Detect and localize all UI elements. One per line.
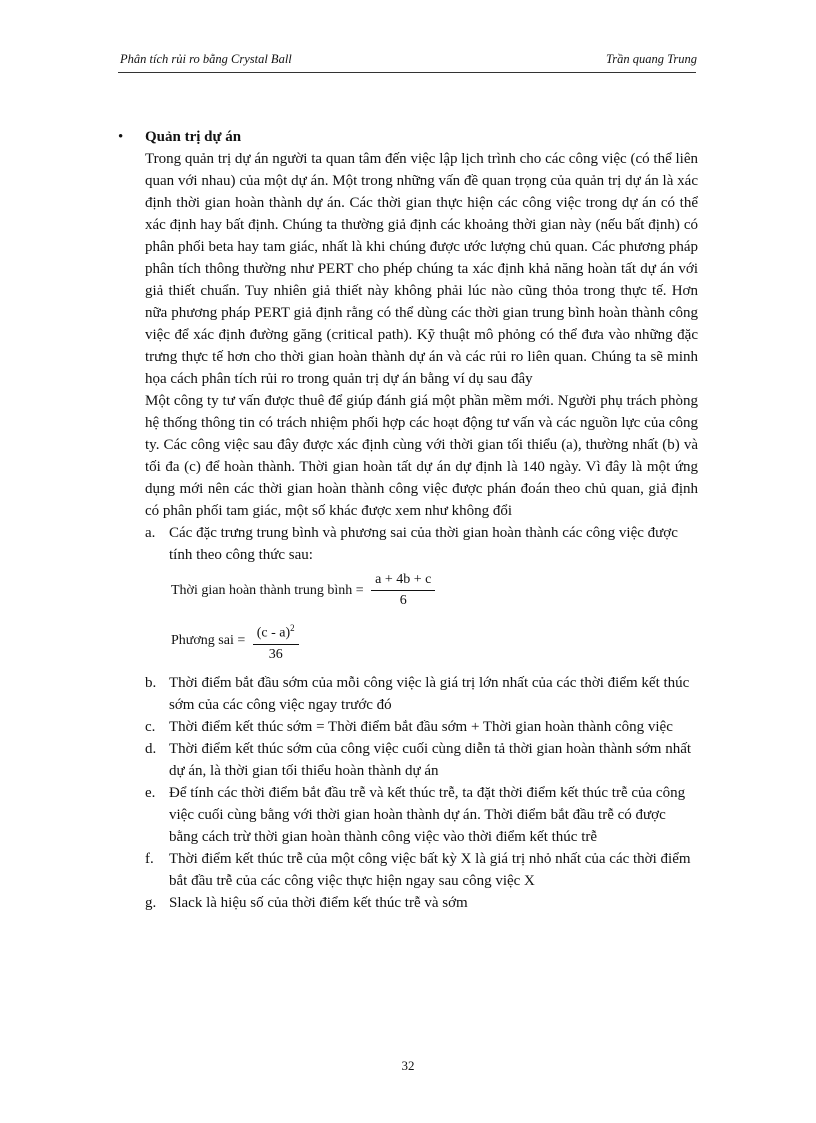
list-item: [145, 782, 698, 848]
bullet-icon: •: [118, 129, 124, 145]
variance-formula-label: Phương sai =: [171, 633, 246, 649]
mean-formula: [171, 570, 698, 614]
page-number: 32: [401, 1058, 415, 1073]
list-marker: g.: [145, 895, 157, 911]
mean-fraction: [371, 570, 435, 611]
list-item: [145, 716, 698, 738]
paragraph-example: Một công ty tư vấn được thuê để giúp đánh giá một phần mềm mới. Người phụ trách phòng hệ thống thông tin có trách nhiệm phối hợp các hoạt động tư vấn và các nguồn lực của công ty. Các công việc sau đây được xác định cùng với thời gian tối thiểu (a), thường nhất (b) và tối đa (c) để hoàn thành. Thời gian hoàn tất dự án dự định là 140 ngày. Vì đây là một ứng dụng mới nên các thời gian hoàn thành công việc được phán đoán theo chủ quan, giả định có phân phối tam giác, một số khác được xem như không đổi: [145, 393, 698, 519]
list-item-text: Để tính các thời điểm bắt đầu trễ và kết thúc trễ, ta đặt thời điểm kết thúc trễ của công việc cuối cùng bằng với thời gian hoàn thành dự án. Thời điểm bắt đầu trễ có được bằng cách trừ thời gian hoàn thành công việc vào thời điểm kết thúc trễ: [169, 785, 686, 845]
section-title: Quản trị dự án: [145, 129, 242, 145]
list-marker: a.: [145, 525, 156, 541]
list-item: [145, 738, 698, 782]
list-item-text: Thời điểm kết thúc sớm = Thời điểm bắt đầu sớm + Thời gian hoàn thành công việc: [169, 719, 673, 735]
list-marker: c.: [145, 719, 156, 735]
mean-denominator: 6: [399, 593, 407, 608]
list-item: [145, 892, 698, 914]
list-marker: f.: [145, 851, 154, 867]
variance-exponent: 2: [290, 623, 295, 633]
list-item-text: Thời điểm kết thúc sớm của công việc cuối cùng diễn tả thời gian hoàn thành sớm nhất dự án, là thời gian tối thiểu hoàn thành dự án: [169, 741, 692, 779]
list-item-text: Thời điểm kết thúc trễ của một công việc bất kỳ X là giá trị nhỏ nhất của các thời điểm bắt đầu trễ của các công việc thực hiện ngay sau công việc X: [169, 851, 691, 889]
list-item: [145, 522, 698, 670]
steps-list: [145, 522, 698, 914]
list-marker: b.: [145, 675, 157, 691]
list-item: [145, 848, 698, 892]
header-rule: [118, 72, 696, 73]
variance-fraction: [253, 618, 299, 665]
mean-numerator: a + 4b + c: [371, 570, 435, 591]
variance-numerator-base: (c - a): [256, 625, 291, 641]
list-item: [145, 672, 698, 716]
list-item-text: Các đặc trưng trung bình và phương sai của thời gian hoàn thành các công việc được tính theo công thức sau:: [169, 525, 678, 563]
list-item-text: Thời điểm bắt đầu sớm của mỗi công việc là giá trị lớn nhất của các thời điểm kết thúc sớm của các công việc ngay trước đó: [169, 675, 690, 713]
variance-numerator: [253, 618, 299, 645]
list-item-text: Slack là hiệu số của thời điểm kết thúc trễ và sớm: [169, 895, 468, 911]
variance-formula: [171, 618, 698, 670]
section-heading: [118, 126, 698, 148]
paragraph-intro: Trong quản trị dự án người ta quan tâm đến việc lập lịch trình cho các công việc (có thể liên quan với nhau) của một dự án. Một trong những vấn đề quan trọng của quản trị dự án là xác định thời gian hoàn thành dự án. Các thời gian thực hiện các công việc trong dự án có thể xác định hay bất định. Chúng ta thường giả định các khoảng thời gian này (nếu bất định) có phân phối beta hay tam giác, nhất là khi chúng được ước lượng chủ quan. Các phương pháp phân tích thông thường như PERT cho phép chúng ta xác định khả năng hoàn tất dự án với giả thiết chuẩn. Tuy nhiên giả thiết này không phải lúc nào cũng thỏa trong thực tế. Hơn nữa phương pháp PERT giả định rằng có thể dùng các thời gian trung bình hoàn thành công việc để xác định đường găng (critical path). Kỹ thuật mô phỏng có thể đưa vào những đặc trưng thực tế hơn cho thời gian hoàn thành dự án và các rủi ro liên quan. Chúng ta sẽ minh họa cách phân tích rủi ro trong quản trị dự án bằng ví dụ sau đây: [145, 151, 698, 387]
section-project-management: [118, 126, 698, 914]
running-header-title: Phân tích rủi ro bằng Crystal Ball: [120, 52, 292, 66]
running-header-author: Trần quang Trung: [605, 52, 697, 66]
list-marker: e.: [145, 785, 156, 801]
variance-denominator: 36: [268, 646, 283, 662]
mean-formula-label: Thời gian hoàn thành trung bình =: [171, 582, 364, 598]
list-marker: d.: [145, 741, 157, 757]
